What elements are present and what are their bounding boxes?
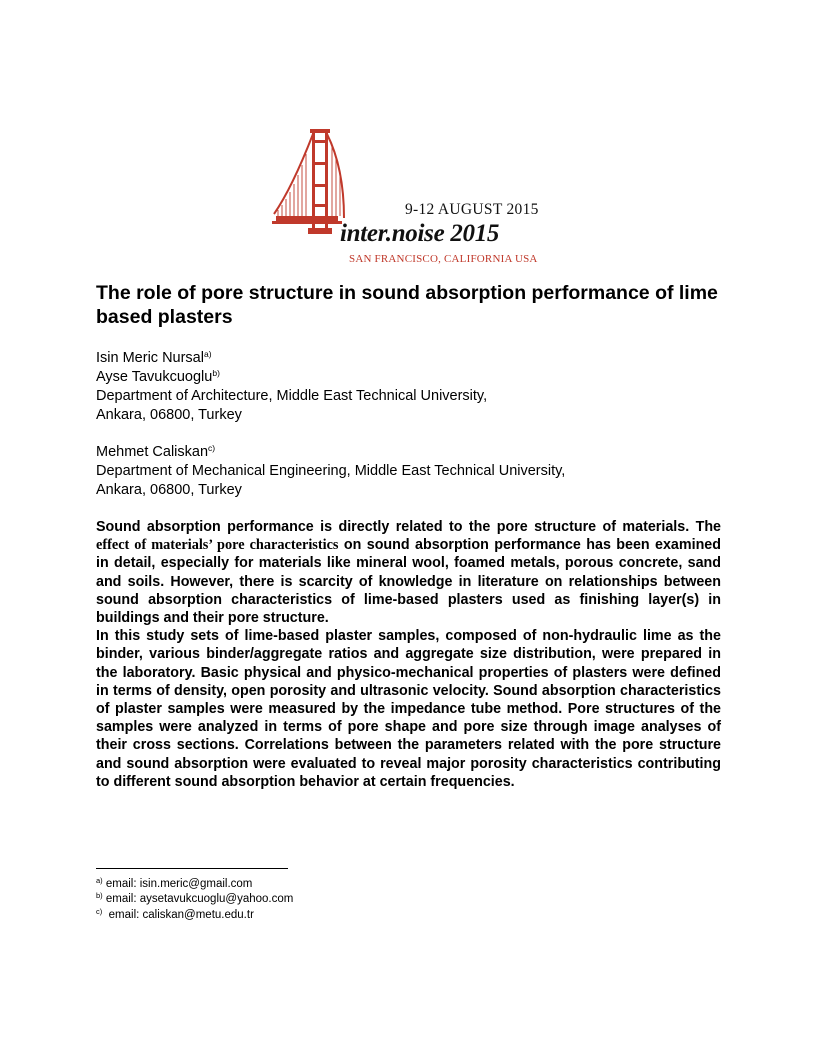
abstract-text: Sound absorption performance is directly related to the pore structure of materials. The bbox=[96, 519, 721, 535]
affiliation-location: Ankara, 06800, Turkey bbox=[96, 407, 242, 423]
paper-title: The role of pore structure in sound absorption performance of lime based plasters bbox=[96, 282, 718, 328]
author-footnote-mark: a) bbox=[203, 349, 212, 359]
affiliation-location: Ankara, 06800, Turkey bbox=[96, 482, 242, 498]
author-name: Mehmet Caliskan bbox=[96, 444, 209, 460]
footnote bbox=[96, 908, 293, 923]
conference-logo bbox=[272, 128, 552, 268]
author-footnote-mark: c) bbox=[208, 443, 216, 453]
footnote-email: email: aysetavukcuoglu@yahoo.com bbox=[102, 893, 294, 906]
abstract-text-serif: effect of materials’ pore characteristics bbox=[96, 537, 339, 554]
conference-date: 9-12 AUGUST 2015 bbox=[405, 201, 539, 218]
footnote-mark: c) bbox=[96, 906, 103, 916]
footnote-email: email: isin.meric@gmail.com bbox=[102, 878, 253, 890]
conference-location: SAN FRANCISCO, CALIFORNIA USA bbox=[349, 253, 538, 265]
footnote bbox=[96, 892, 293, 907]
footnote-email: email: caliskan@metu.edu.tr bbox=[102, 908, 254, 921]
abstract-text: on sound absorption performance has been examined in detail, especially for materials like mineral wool, foamed metals, porous concrete, sand and soils. However, there is scarcity of knowledge in literature on relationships between sound absorption characteristics of lime-based plasters used as finishing layer(s) in buildings and their pore structure. bbox=[96, 537, 721, 627]
footnotes bbox=[96, 877, 293, 923]
author-name: Isin Meric Nursal bbox=[96, 350, 204, 366]
author-block-2 bbox=[96, 443, 716, 500]
abstract bbox=[96, 518, 721, 791]
author-name: Ayse Tavukcuoglu bbox=[96, 369, 213, 385]
author-line bbox=[96, 443, 716, 462]
author-line bbox=[96, 349, 716, 368]
affiliation: Department of Architecture, Middle East Technical University, bbox=[96, 388, 488, 404]
author-footnote-mark: b) bbox=[212, 368, 220, 378]
conference-name: inter.noise 2015 bbox=[340, 220, 500, 247]
footnote-divider bbox=[96, 868, 288, 869]
author-block-1 bbox=[96, 349, 716, 425]
abstract-paragraph-1 bbox=[96, 518, 721, 627]
abstract-paragraph-2: In this study sets of lime-based plaster samples, composed of non-hydraulic lime as the binder, various binder/aggregate ratios and aggregate size distribution, were prepared in the laboratory. Basic physical and physico-mechanical properties of plasters were defined in terms of density, open porosity and ultrasonic velocity. Sound absorption characteristics of plaster samples were measured by the impedance tube method. Pore structures of the samples were analyzed in terms of pore shape and pore size through image analyses of their cross sections. Correlations between the parameters related with the pore structure and sound absorption were evaluated to reveal major porosity characteristics contributing to different sound absorption behavior at certain frequencies. bbox=[96, 628, 721, 790]
author-line bbox=[96, 368, 716, 387]
footnote bbox=[96, 877, 293, 892]
footnote-mark: b) bbox=[96, 891, 103, 901]
affiliation: Department of Mechanical Engineering, Middle East Technical University, bbox=[96, 463, 566, 479]
footnote-mark: a) bbox=[96, 876, 103, 885]
